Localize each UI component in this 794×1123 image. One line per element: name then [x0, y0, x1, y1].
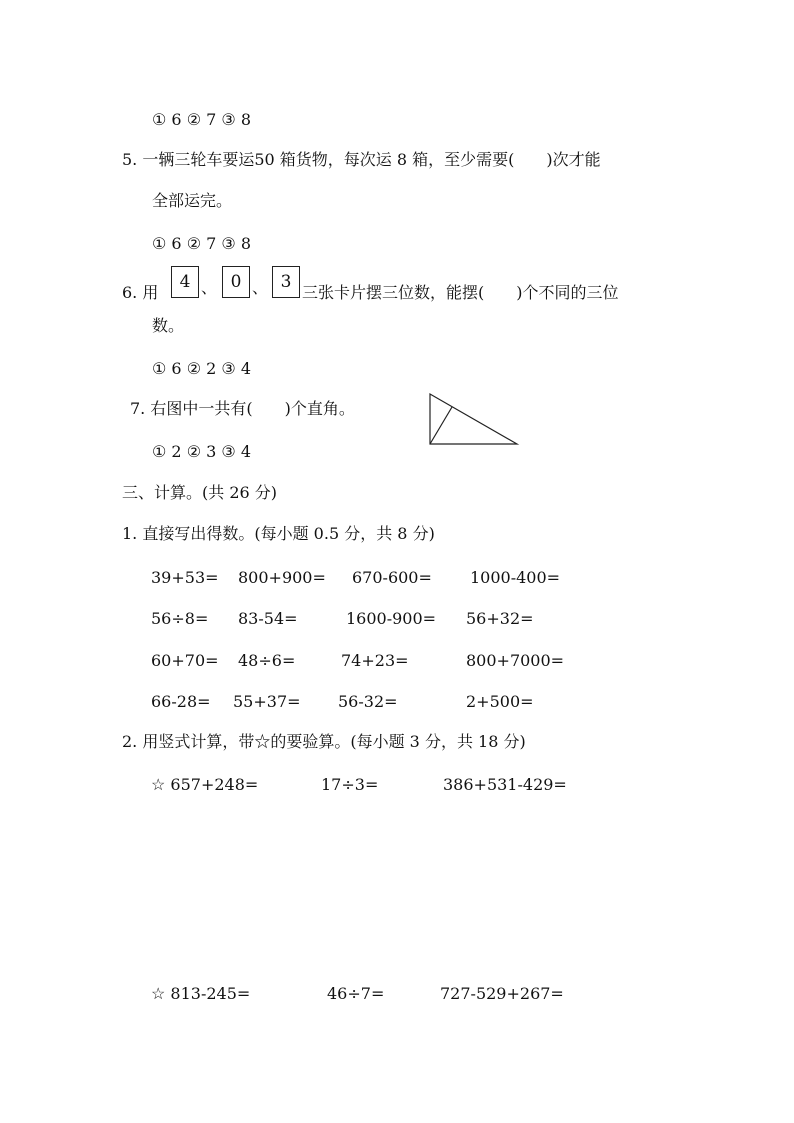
digit-card-4: 4 [171, 266, 199, 298]
q6-text: 三张卡片摆三位数，能摆( )个不同的三位 [302, 283, 619, 302]
q4-options: ① 6 ② 7 ③ 8 [152, 110, 251, 129]
problem: 670-600= [352, 568, 432, 587]
card-separator: 、 [201, 278, 218, 297]
triangle-figure [426, 390, 522, 448]
problem: 55+37= [233, 692, 301, 711]
q5-options: ① 6 ② 7 ③ 8 [152, 234, 251, 253]
q6-text-cont: 数。 [152, 316, 185, 335]
q5-text: 5. 一辆三轮车要运50 箱货物，每次运 8 箱，至少需要( )次才能 [122, 150, 601, 169]
q6-options: ① 6 ② 2 ③ 4 [152, 359, 251, 378]
digit-card-3: 3 [272, 266, 300, 298]
problem: 2+500= [466, 692, 534, 711]
triangle-inner-line [430, 407, 452, 444]
problem: 1600-900= [346, 609, 437, 628]
triangle-outline [430, 394, 517, 444]
problem: 60+70= [151, 651, 219, 670]
q7-text: 7. 右图中一共有( )个直角。 [130, 399, 355, 418]
problem: 1000-400= [470, 568, 561, 587]
problem: 48÷6= [238, 651, 296, 670]
problem: 56+32= [466, 609, 534, 628]
q7-options: ① 2 ② 3 ③ 4 [152, 442, 251, 461]
card-separator: 、 [252, 278, 269, 297]
problem: 74+23= [341, 651, 409, 670]
vertical-problem: 727-529+267= [440, 984, 564, 1003]
problem: 800+7000= [466, 651, 565, 670]
part1-title: 1. 直接写出得数。(每小题 0.5 分，共 8 分) [122, 524, 435, 543]
q5-text-cont: 全部运完。 [152, 191, 233, 210]
problem: 800+900= [238, 568, 326, 587]
problem: 83-54= [238, 609, 298, 628]
part2-title: 2. 用竖式计算，带☆的要验算。(每小题 3 分，共 18 分) [122, 732, 526, 751]
problem: 39+53= [151, 568, 219, 587]
problem: 56÷8= [151, 609, 209, 628]
q6-prefix: 6. 用 [122, 283, 159, 302]
section-title: 三、计算。(共 26 分) [122, 483, 278, 502]
digit-card-0: 0 [222, 266, 250, 298]
vertical-problem: ☆ 657+248= [151, 775, 259, 794]
vertical-problem: 386+531-429= [443, 775, 567, 794]
vertical-problem: ☆ 813-245= [151, 984, 251, 1003]
vertical-problem: 46÷7= [327, 984, 385, 1003]
vertical-problem: 17÷3= [321, 775, 379, 794]
problem: 66-28= [151, 692, 211, 711]
problem: 56-32= [338, 692, 398, 711]
